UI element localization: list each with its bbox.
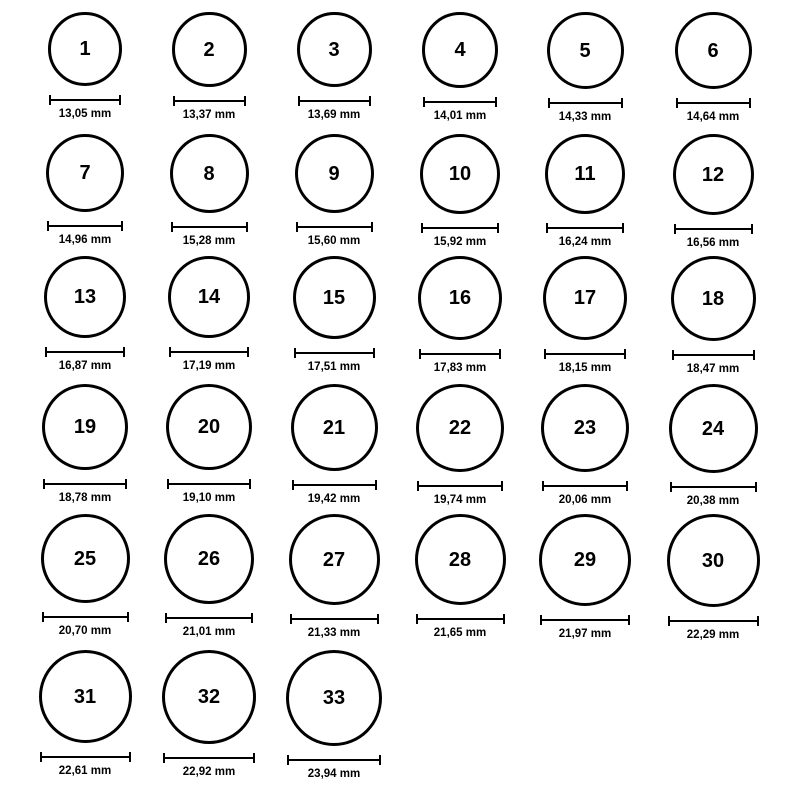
ring-circle bbox=[667, 514, 760, 607]
measure-tick-left bbox=[298, 96, 300, 106]
measure-tick-right bbox=[757, 616, 759, 626]
ring-size-number: 6 bbox=[707, 39, 719, 62]
ring-size-cell bbox=[274, 384, 394, 506]
measure-tick-right bbox=[622, 223, 624, 233]
diameter-label: 17,83 mm bbox=[433, 362, 487, 374]
ring-size-cell bbox=[400, 256, 520, 375]
ring-circle bbox=[418, 256, 502, 340]
diameter-measure-bar bbox=[417, 481, 503, 491]
ring-size-number: 8 bbox=[203, 162, 215, 185]
ring-size-cell bbox=[653, 256, 773, 376]
measure-tick-right bbox=[244, 96, 246, 106]
diameter-label: 15,92 mm bbox=[433, 236, 487, 248]
diameter-measure-bar bbox=[423, 97, 497, 107]
ring-size-number: 29 bbox=[573, 549, 597, 571]
ring-size-cell bbox=[149, 12, 269, 122]
diameter-label: 17,51 mm bbox=[307, 361, 361, 373]
measure-line bbox=[417, 485, 503, 487]
ring-size-cell bbox=[274, 514, 394, 640]
measure-line bbox=[42, 616, 129, 618]
measure-tick-left bbox=[668, 616, 670, 626]
ring-size-number: 12 bbox=[701, 163, 725, 186]
ring-circle bbox=[541, 384, 629, 472]
measure-line bbox=[47, 225, 123, 227]
measure-line bbox=[43, 483, 127, 485]
diameter-label: 22,29 mm bbox=[686, 629, 740, 641]
measure-line bbox=[290, 618, 379, 620]
measure-tick-right bbox=[251, 613, 253, 623]
measure-tick-right bbox=[753, 350, 755, 360]
diameter-label: 16,24 mm bbox=[558, 236, 612, 248]
diameter-label: 13,69 mm bbox=[307, 109, 361, 121]
ring-circle bbox=[675, 12, 752, 89]
ring-size-cell bbox=[25, 384, 145, 505]
ring-circle bbox=[422, 12, 498, 88]
diameter-measure-bar bbox=[42, 612, 129, 622]
ring-circle bbox=[539, 514, 631, 606]
measure-tick-right bbox=[127, 612, 129, 622]
measure-line bbox=[546, 227, 624, 229]
measure-line bbox=[668, 620, 759, 622]
ring-size-cell bbox=[149, 256, 269, 373]
ring-size-number: 10 bbox=[448, 163, 472, 185]
ring-size-number: 1 bbox=[79, 38, 91, 60]
measure-tick-right bbox=[377, 614, 379, 624]
diameter-label: 18,47 mm bbox=[686, 363, 740, 375]
measure-tick-right bbox=[375, 480, 377, 490]
diameter-label: 20,38 mm bbox=[686, 495, 740, 507]
ring-circle bbox=[293, 256, 376, 339]
diameter-measure-bar bbox=[674, 224, 753, 234]
ring-circle bbox=[673, 134, 754, 215]
diameter-label: 13,05 mm bbox=[58, 108, 112, 120]
ring-size-number: 20 bbox=[197, 416, 221, 438]
ring-circle bbox=[42, 384, 128, 470]
diameter-label: 21,33 mm bbox=[307, 627, 361, 639]
ring-size-cell bbox=[653, 134, 773, 250]
ring-size-number: 25 bbox=[73, 547, 97, 570]
measure-tick-right bbox=[624, 349, 626, 359]
ring-size-cell bbox=[149, 134, 269, 248]
ring-size-cell bbox=[25, 134, 145, 247]
measure-line bbox=[542, 485, 628, 487]
ring-size-cell bbox=[525, 256, 645, 375]
ring-circle bbox=[547, 12, 624, 89]
measure-line bbox=[165, 617, 253, 619]
diameter-measure-bar bbox=[173, 96, 246, 106]
ring-size-number: 11 bbox=[574, 163, 596, 185]
ring-size-number: 17 bbox=[573, 287, 597, 309]
measure-line bbox=[674, 228, 753, 230]
measure-line bbox=[49, 99, 121, 101]
ring-size-cell bbox=[400, 514, 520, 640]
diameter-measure-bar bbox=[43, 479, 127, 489]
diameter-measure-bar bbox=[292, 480, 377, 490]
ring-size-number: 4 bbox=[454, 39, 466, 61]
diameter-measure-bar bbox=[40, 752, 131, 762]
diameter-measure-bar bbox=[542, 481, 628, 491]
measure-tick-right bbox=[371, 222, 373, 232]
ring-size-number: 19 bbox=[73, 416, 97, 438]
diameter-label: 18,78 mm bbox=[58, 492, 112, 504]
measure-tick-right bbox=[249, 479, 251, 489]
diameter-label: 21,01 mm bbox=[182, 626, 236, 638]
ring-size-cell bbox=[653, 384, 773, 508]
measure-line bbox=[173, 100, 246, 102]
measure-tick-right bbox=[129, 752, 131, 762]
diameter-label: 14,33 mm bbox=[558, 111, 612, 123]
diameter-label: 21,97 mm bbox=[558, 628, 612, 640]
measure-tick-left bbox=[45, 347, 47, 357]
diameter-label: 19,74 mm bbox=[433, 494, 487, 506]
ring-size-number: 13 bbox=[73, 286, 97, 308]
measure-tick-left bbox=[676, 98, 678, 108]
measure-line bbox=[171, 226, 248, 228]
ring-circle bbox=[44, 256, 126, 338]
ring-size-number: 31 bbox=[73, 685, 97, 708]
ring-circle bbox=[166, 384, 252, 470]
diameter-label: 21,65 mm bbox=[433, 627, 487, 639]
diameter-label: 23,94 mm bbox=[307, 768, 361, 780]
measure-tick-left bbox=[171, 222, 173, 232]
measure-tick-left bbox=[546, 223, 548, 233]
ring-size-number: 27 bbox=[322, 548, 346, 571]
measure-tick-left bbox=[423, 97, 425, 107]
measure-tick-left bbox=[294, 348, 296, 358]
ring-circle bbox=[286, 650, 382, 746]
measure-line bbox=[45, 351, 125, 353]
ring-size-cell bbox=[653, 514, 773, 642]
ring-circle bbox=[291, 384, 378, 471]
diameter-label: 14,01 mm bbox=[433, 110, 487, 122]
measure-tick-right bbox=[751, 224, 753, 234]
measure-line bbox=[676, 102, 751, 104]
diameter-label: 20,06 mm bbox=[558, 494, 612, 506]
diameter-measure-bar bbox=[296, 222, 373, 232]
measure-tick-left bbox=[169, 347, 171, 357]
measure-tick-left bbox=[672, 350, 674, 360]
measure-tick-right bbox=[379, 755, 381, 765]
ring-size-cell bbox=[400, 384, 520, 507]
measure-tick-left bbox=[421, 223, 423, 233]
measure-line bbox=[540, 619, 630, 621]
diameter-measure-bar bbox=[167, 479, 251, 489]
ring-circle bbox=[46, 134, 124, 212]
ring-circle bbox=[168, 256, 250, 338]
ring-circle bbox=[170, 134, 249, 213]
measure-line bbox=[423, 101, 497, 103]
ring-size-number: 16 bbox=[448, 287, 472, 309]
measure-tick-right bbox=[125, 479, 127, 489]
ring-size-cell bbox=[149, 384, 269, 505]
diameter-label: 19,10 mm bbox=[182, 492, 236, 504]
ring-size-cell bbox=[149, 650, 269, 779]
diameter-label: 18,15 mm bbox=[558, 362, 612, 374]
measure-tick-left bbox=[544, 349, 546, 359]
measure-line bbox=[287, 759, 381, 761]
diameter-measure-bar bbox=[171, 222, 248, 232]
ring-circle bbox=[297, 12, 372, 87]
measure-tick-right bbox=[373, 348, 375, 358]
measure-line bbox=[163, 757, 255, 759]
measure-line bbox=[294, 352, 375, 354]
diameter-measure-bar bbox=[668, 616, 759, 626]
diameter-measure-bar bbox=[676, 98, 751, 108]
ring-circle bbox=[671, 256, 756, 341]
measure-tick-right bbox=[749, 98, 751, 108]
ring-circle bbox=[545, 134, 625, 214]
diameter-measure-bar bbox=[416, 614, 505, 624]
measure-tick-left bbox=[163, 753, 165, 763]
measure-tick-right bbox=[119, 95, 121, 105]
measure-tick-left bbox=[548, 98, 550, 108]
ring-size-cell bbox=[525, 514, 645, 641]
ring-circle bbox=[172, 12, 247, 87]
diameter-label: 14,96 mm bbox=[58, 234, 112, 246]
ring-size-number: 7 bbox=[79, 162, 91, 184]
measure-tick-right bbox=[626, 481, 628, 491]
ring-size-number: 22 bbox=[448, 417, 472, 439]
ring-circle bbox=[416, 384, 504, 472]
ring-size-cell bbox=[25, 650, 145, 778]
measure-line bbox=[169, 351, 249, 353]
diameter-measure-bar bbox=[540, 615, 630, 625]
ring-size-cell bbox=[400, 134, 520, 249]
measure-tick-right bbox=[253, 753, 255, 763]
measure-tick-left bbox=[674, 224, 676, 234]
ring-circle bbox=[295, 134, 374, 213]
diameter-label: 22,61 mm bbox=[58, 765, 112, 777]
measure-tick-left bbox=[290, 614, 292, 624]
measure-tick-left bbox=[287, 755, 289, 765]
ring-size-cell bbox=[274, 134, 394, 248]
ring-size-number: 28 bbox=[448, 548, 472, 571]
ring-size-number: 9 bbox=[328, 162, 340, 185]
ring-size-number: 5 bbox=[579, 39, 591, 62]
measure-tick-right bbox=[495, 97, 497, 107]
diameter-measure-bar bbox=[165, 613, 253, 623]
diameter-measure-bar bbox=[45, 347, 125, 357]
measure-tick-right bbox=[247, 347, 249, 357]
diameter-measure-bar bbox=[548, 98, 623, 108]
measure-tick-left bbox=[542, 481, 544, 491]
measure-line bbox=[419, 353, 501, 355]
diameter-label: 19,42 mm bbox=[307, 493, 361, 505]
ring-size-number: 23 bbox=[573, 417, 597, 439]
ring-size-cell bbox=[25, 256, 145, 373]
ring-circle bbox=[39, 650, 132, 743]
measure-tick-right bbox=[121, 221, 123, 231]
diameter-label: 14,64 mm bbox=[686, 111, 740, 123]
ring-size-cell bbox=[400, 12, 520, 123]
diameter-measure-bar bbox=[421, 223, 499, 233]
measure-tick-right bbox=[499, 349, 501, 359]
measure-tick-left bbox=[49, 95, 51, 105]
measure-line bbox=[416, 618, 505, 620]
ring-circle bbox=[289, 514, 380, 605]
ring-size-number: 3 bbox=[328, 38, 340, 61]
diameter-label: 15,28 mm bbox=[182, 235, 236, 247]
ring-circle bbox=[41, 514, 130, 603]
measure-tick-left bbox=[292, 480, 294, 490]
ring-circle bbox=[162, 650, 256, 744]
diameter-measure-bar bbox=[419, 349, 501, 359]
ring-circle bbox=[48, 12, 122, 86]
ring-circle bbox=[669, 384, 758, 473]
diameter-measure-bar bbox=[169, 347, 249, 357]
diameter-measure-bar bbox=[163, 753, 255, 763]
diameter-label: 22,92 mm bbox=[182, 766, 236, 778]
diameter-measure-bar bbox=[290, 614, 379, 624]
ring-size-number: 18 bbox=[701, 287, 725, 310]
diameter-measure-bar bbox=[672, 350, 755, 360]
diameter-measure-bar bbox=[287, 755, 381, 765]
measure-tick-left bbox=[40, 752, 42, 762]
measure-tick-right bbox=[755, 482, 757, 492]
measure-tick-left bbox=[42, 612, 44, 622]
measure-line bbox=[548, 102, 623, 104]
measure-tick-left bbox=[47, 221, 49, 231]
measure-line bbox=[40, 756, 131, 758]
measure-tick-right bbox=[628, 615, 630, 625]
measure-tick-right bbox=[246, 222, 248, 232]
measure-tick-left bbox=[417, 481, 419, 491]
measure-line bbox=[672, 354, 755, 356]
diameter-label: 16,56 mm bbox=[686, 237, 740, 249]
measure-tick-left bbox=[43, 479, 45, 489]
diameter-measure-bar bbox=[298, 96, 371, 106]
ring-size-cell bbox=[25, 514, 145, 638]
measure-line bbox=[292, 484, 377, 486]
measure-tick-right bbox=[497, 223, 499, 233]
diameter-label: 16,87 mm bbox=[58, 360, 112, 372]
ring-size-cell bbox=[525, 12, 645, 124]
measure-tick-right bbox=[501, 481, 503, 491]
diameter-measure-bar bbox=[49, 95, 121, 105]
diameter-measure-bar bbox=[294, 348, 375, 358]
diameter-label: 13,37 mm bbox=[182, 109, 236, 121]
diameter-label: 15,60 mm bbox=[307, 235, 361, 247]
ring-size-cell bbox=[274, 650, 394, 781]
measure-tick-left bbox=[670, 482, 672, 492]
ring-size-cell bbox=[149, 514, 269, 639]
ring-size-number: 26 bbox=[197, 548, 221, 570]
ring-size-cell bbox=[274, 12, 394, 122]
diameter-label: 17,19 mm bbox=[182, 360, 236, 372]
measure-tick-left bbox=[167, 479, 169, 489]
measure-tick-left bbox=[165, 613, 167, 623]
ring-size-cell bbox=[25, 12, 145, 121]
measure-tick-left bbox=[540, 615, 542, 625]
measure-tick-right bbox=[123, 347, 125, 357]
ring-size-number: 24 bbox=[701, 417, 725, 440]
measure-line bbox=[167, 483, 251, 485]
ring-size-number: 32 bbox=[197, 686, 221, 708]
diameter-measure-bar bbox=[546, 223, 624, 233]
ring-size-number: 33 bbox=[322, 687, 346, 709]
ring-size-cell bbox=[525, 134, 645, 249]
diameter-measure-bar bbox=[544, 349, 626, 359]
ring-size-number: 30 bbox=[701, 549, 725, 572]
diameter-measure-bar bbox=[47, 221, 123, 231]
measure-line bbox=[421, 227, 499, 229]
ring-size-cell bbox=[653, 12, 773, 124]
measure-tick-right bbox=[369, 96, 371, 106]
diameter-measure-bar bbox=[670, 482, 757, 492]
measure-tick-left bbox=[296, 222, 298, 232]
measure-line bbox=[544, 353, 626, 355]
ring-size-cell bbox=[525, 384, 645, 507]
ring-size-cell bbox=[274, 256, 394, 374]
ring-circle bbox=[164, 514, 254, 604]
measure-line bbox=[296, 226, 373, 228]
measure-tick-right bbox=[621, 98, 623, 108]
ring-size-number: 14 bbox=[197, 286, 221, 308]
measure-line bbox=[298, 100, 371, 102]
measure-tick-left bbox=[416, 614, 418, 624]
ring-size-number: 15 bbox=[322, 286, 346, 309]
measure-tick-left bbox=[419, 349, 421, 359]
ring-size-number: 2 bbox=[203, 38, 215, 61]
diameter-label: 20,70 mm bbox=[58, 625, 112, 637]
measure-tick-right bbox=[503, 614, 505, 624]
ring-circle bbox=[415, 514, 506, 605]
ring-circle bbox=[420, 134, 500, 214]
measure-line bbox=[670, 486, 757, 488]
ring-circle bbox=[543, 256, 627, 340]
ring-size-number: 21 bbox=[322, 416, 346, 439]
measure-tick-left bbox=[173, 96, 175, 106]
